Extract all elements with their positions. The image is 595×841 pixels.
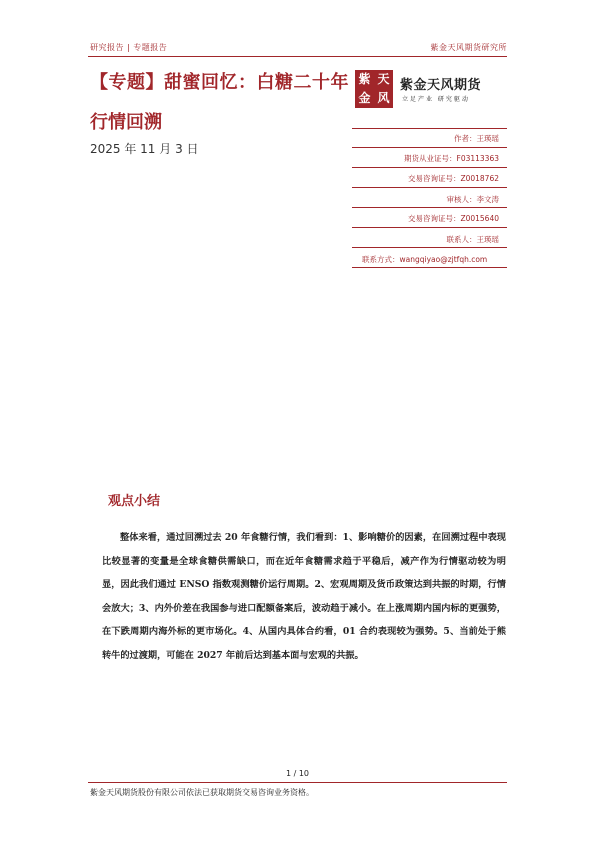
panel-divider [352,247,507,248]
report-title-line1: 【专题】甜蜜回忆：白糖二十年 [90,72,349,93]
logo-char: 天 [377,72,390,86]
panel-divider [352,227,507,228]
footer-disclaimer: 紫金天风期货股份有限公司依法已获取期货交易咨询业务资格。 [90,788,314,797]
panel-divider [352,128,507,129]
company-slogan: 立足产业 研究驱动 [402,96,470,103]
summary-heading: 观点小结 [108,494,161,509]
page-number: 1 / 10 [285,769,310,778]
contact-name: 王瑛瑶 [476,235,499,244]
footer-divider [88,782,507,783]
futures-license-label: 期货从业证号： [404,154,457,163]
reviewer-name: 李文涛 [476,195,499,204]
panel-divider [352,207,507,208]
header-divider [88,56,507,57]
panel-divider [352,167,507,168]
summary-text: 整体来看，通过回溯过去 20 年食糖行情，我们看到：1、影响糖价的因素，在回溯过程中表现比较显著的变量是全球食糖供需缺口，而在近年食糖需求趋于平稳后，减产作为行情驱动较为明显，因此我们通过 ENSO 指数观测糖价运行周期。2、宏观周期及货币政策达到共振的时期，行情会放大；3、内外价差在我国参与进口配额备案后，波动趋于减小。在上涨周期内国内标的更强势，在下跌周期内海外标的更市场化。4、从国内具体合约看，01 合约表现较为强势。5、当前处于熊转牛的过渡期，可能在 2027 年前后达到基本面与宏观的共振。 [102,532,506,661]
reviewer-line [447,194,500,205]
panel-divider [352,187,507,188]
email-label: 联系方式： [362,255,400,264]
email-link[interactable]: wangqiyao@zjtfqh.com [399,255,488,264]
email-line [362,254,487,265]
logo-char: 金 [358,91,371,105]
contact-label: 联系人： [446,235,477,244]
reviewer-label: 审核人： [446,195,477,204]
reviewer-consult-number: Z0015640 [460,214,499,223]
author-label: 作者： [454,134,477,143]
summary-body [102,526,506,667]
futures-license-line [404,153,499,164]
report-title-line2: 行情回溯 [90,112,162,133]
logo-char: 风 [377,91,390,105]
consult-license-number: Z0018762 [460,174,499,183]
panel-divider [352,147,507,148]
header-report-type: 研究报告 | 专题报告 [90,43,168,52]
header-institute: 紫金天风期货研究所 [430,43,507,52]
reviewer-consult-line [408,213,499,224]
logo-char: 紫 [358,72,371,86]
company-logo-icon [355,70,393,108]
panel-divider [352,267,507,268]
contact-line [447,234,500,245]
consult-license-line [408,173,499,184]
author-name: 王瑛瑶 [476,134,499,143]
report-date: 2025 年 11 月 3 日 [90,142,199,156]
reviewer-consult-label: 交易咨询证号： [407,214,461,223]
company-name: 紫金天风期货 [400,78,482,93]
author-line [454,133,499,144]
futures-license-number: F03113363 [456,154,499,163]
consult-license-label: 交易咨询证号： [407,174,461,183]
